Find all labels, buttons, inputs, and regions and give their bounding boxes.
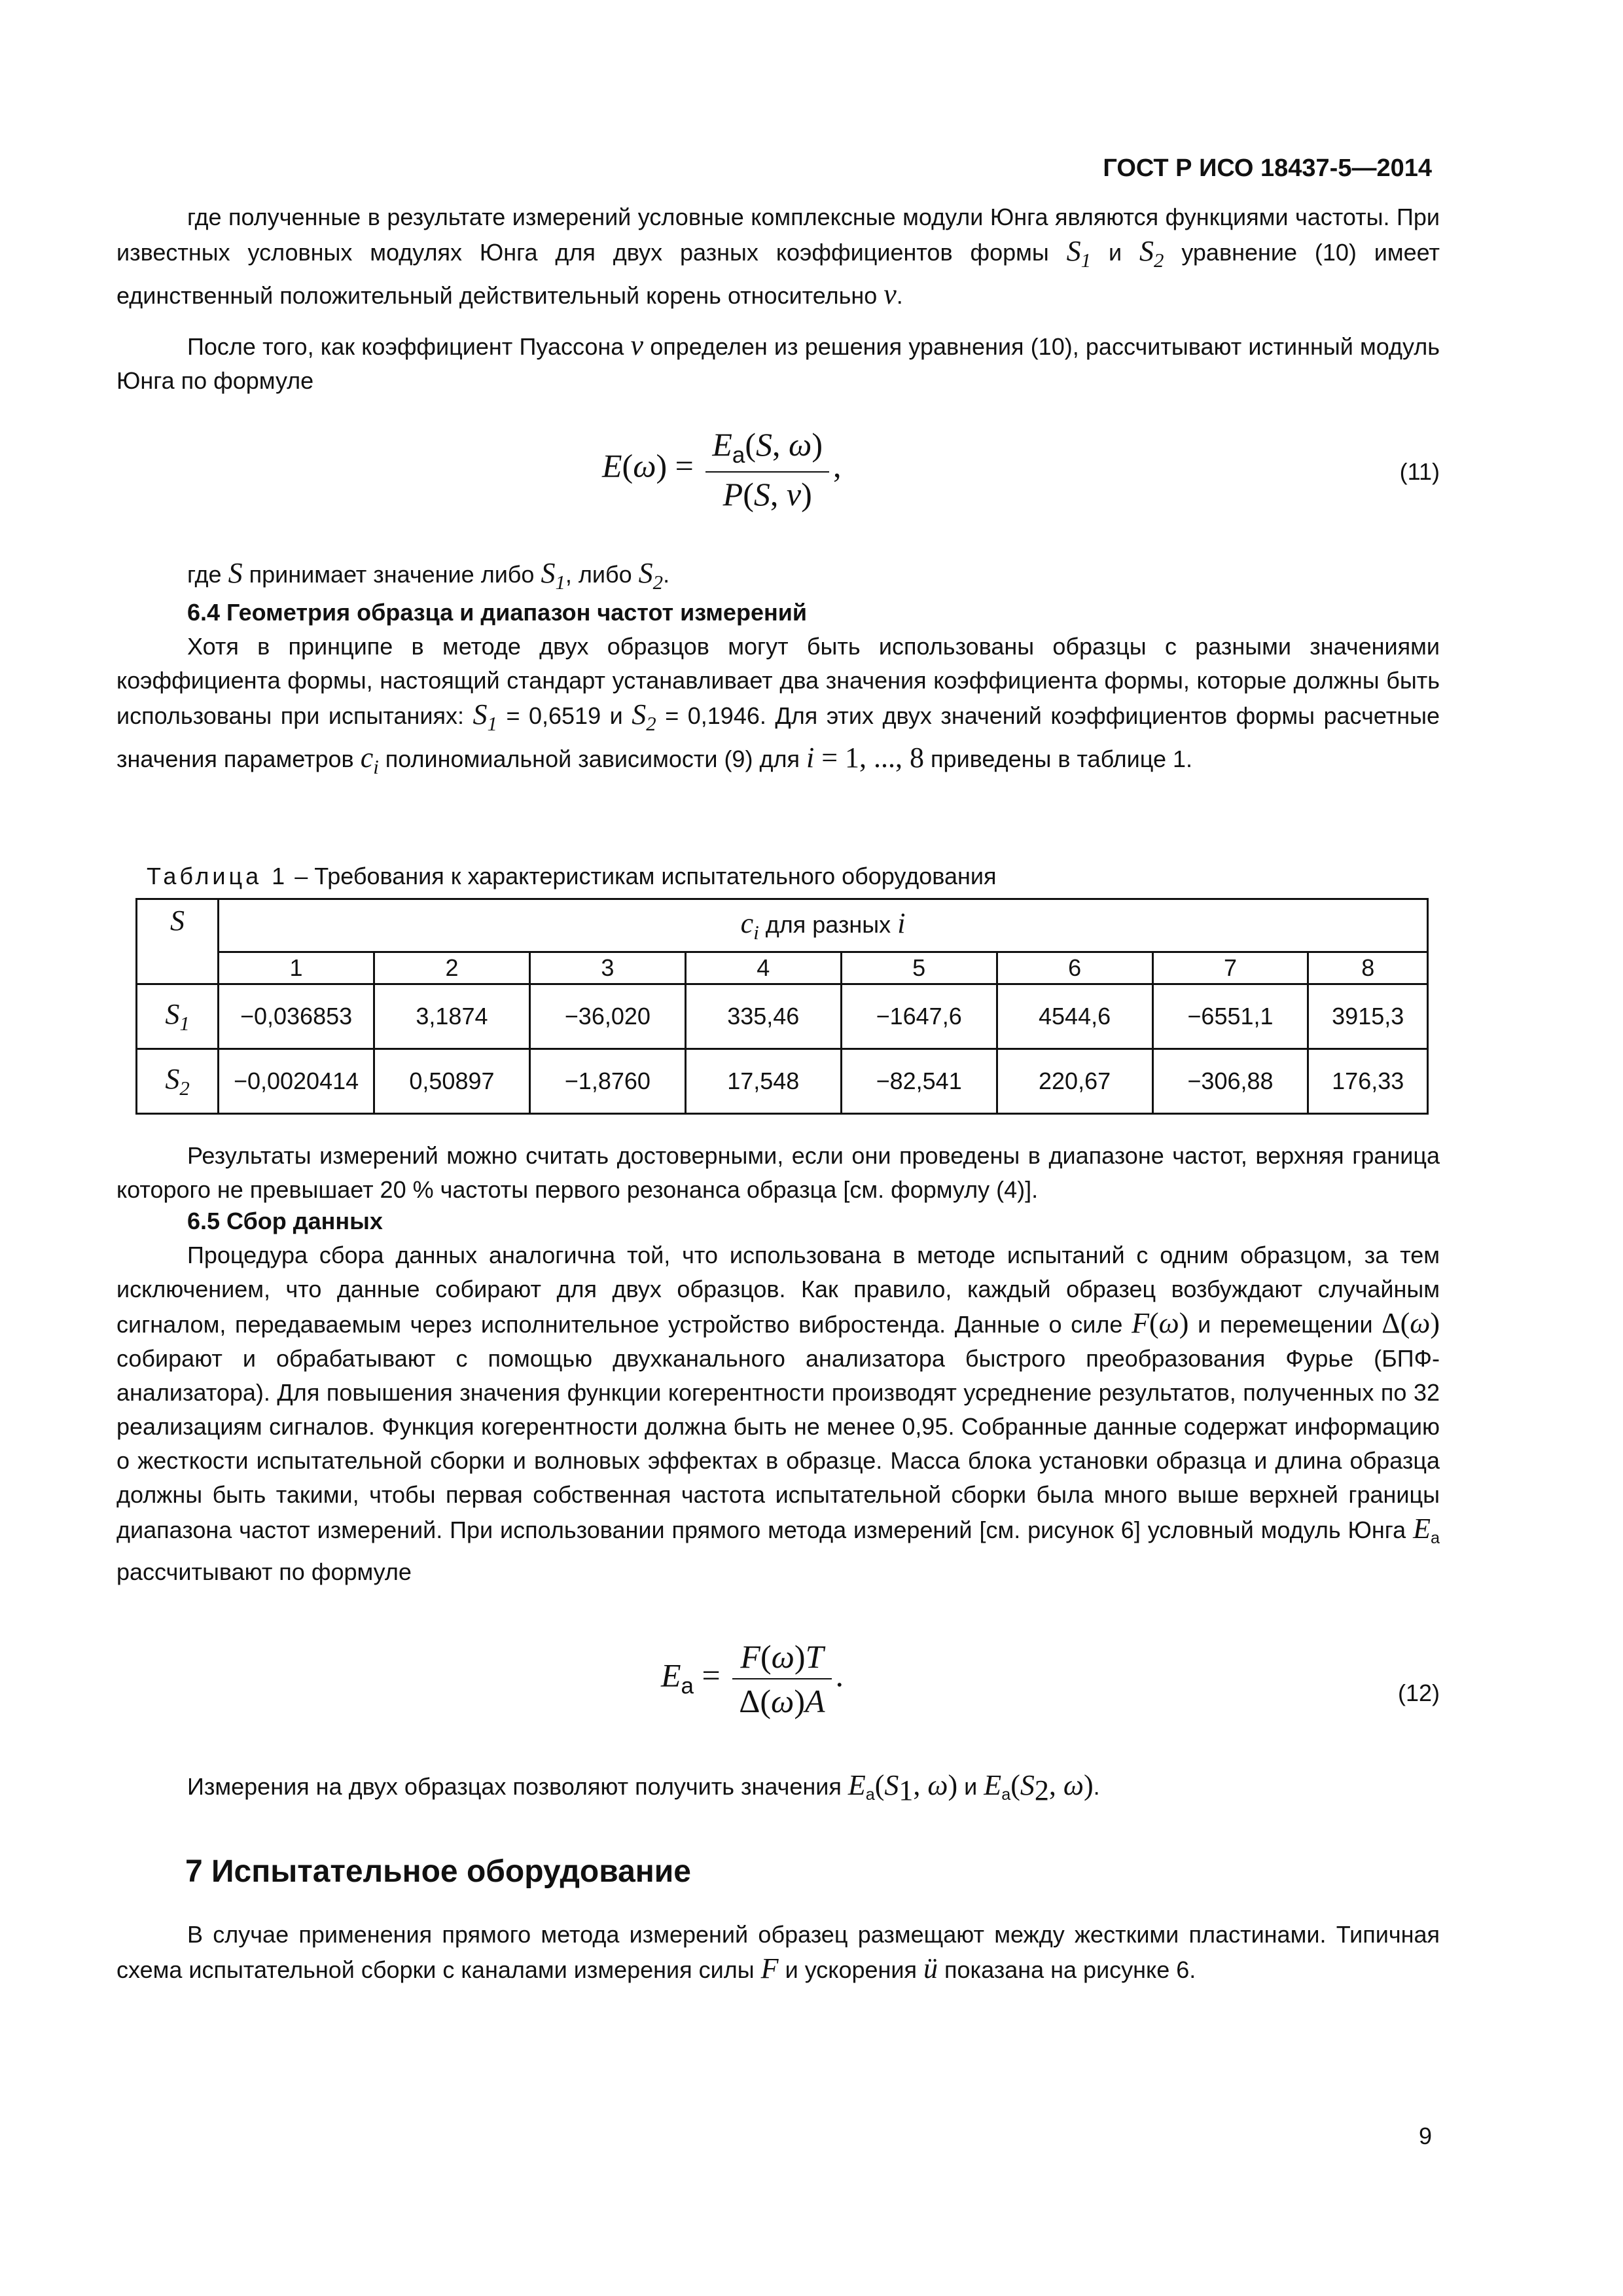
table-cell: 4544,6 [997, 984, 1152, 1049]
page-number: 9 [1418, 2123, 1432, 2149]
section-6-5-paragraph: Процедура сбора данных аналогична той, что использована в методе испытаний с одним образцом, за тем исключением, что данные собирают для двух образцов. Как правило, каждый образец возбуждают случайным сигналом, передаваемым через исполнительное устройство вибростенда. Данные о силе F(ω) и перемещении Δ(ω) собирают и обрабатывают с помощью двухканального анализатора быстрого преобразования Фурье (БПФ-анализатора). Для повышения значения функции когерентности производят усреднение результатов, полученных по 32 реализациям сигналов. Функция когерентности должна быть не менее 0,95. Собранные данные содержат информацию о жесткости испытательной сборки и волновых эффектах в образце. Масса блока установки образца и длина образца должны быть такими, чтобы первая собственная частота испытательной сборки была много выше верхней границы диапазона частот измерений. При использовании прямого метода измерений [см. рисунок 6] условный модуль Юнга $E_a$ рассчитывают по формуле [116, 1242, 1440, 1586]
table-col-header: 3 [529, 952, 685, 984]
symbol-force: F [760, 1952, 779, 1984]
table-cell: −0,036853 [219, 984, 374, 1049]
table-cell: −36,020 [529, 984, 685, 1049]
paragraph-2 [116, 329, 1440, 398]
section-6-4-paragraph [116, 630, 1440, 784]
table-col-header: 2 [374, 952, 530, 984]
table-row [137, 1049, 1428, 1114]
paragraph-1: где полученные в результате измерений условные комплексные модули Юнга являются функциями частоты. При известных условных модулях Юнга для двух разных коэффициентов формы $S_1$ и $S_2$ уравнение (10) имеет единственный положительный действительный корень относительно ν. [116, 204, 1440, 310]
symbol-nu: ν [630, 329, 644, 361]
s1-value: = 0,6519 [506, 702, 601, 729]
section-6-4-and: и [609, 702, 623, 729]
table-cell: 335,46 [685, 984, 841, 1049]
paragraph-5-text: Измерения на двух образцах позволяют получить значения [187, 1773, 842, 1800]
equation-11-fraction: $\frac{E_a(S, \omega)}{P(S, \nu)}$ [705, 425, 829, 513]
table-col-header: 5 [841, 952, 997, 984]
symbol-ea-s1: E [847, 1769, 866, 1801]
table-1-caption-text: – Требования к характеристикам испытательного оборудования [294, 863, 997, 889]
section-7-paragraph [116, 1918, 1440, 1987]
equation-11-number: (11) [1399, 458, 1440, 485]
table-cell: −1647,6 [841, 984, 997, 1049]
symbol-ea-s2: E [984, 1769, 1002, 1801]
table-header-ci: $c_i$ для разных i [219, 899, 1428, 952]
symbol-s2: $S_2$ [632, 698, 656, 735]
table-col-header: 1 [219, 952, 374, 984]
table-1 [135, 898, 1429, 1115]
section-6-5-text4: рассчитывают по формуле [116, 1558, 412, 1586]
table-cell: −1,8760 [529, 1049, 685, 1114]
paragraph-1-text: где полученные в результате измерений условные комплексные модули Юнга являются функциями частоты. При известных условных модулях Юнга для двух разных коэффициентов формы [116, 204, 1440, 266]
table-header-s: S [137, 899, 219, 984]
paragraph-1-and: и [1108, 239, 1122, 266]
paragraph-5-and: и [964, 1773, 978, 1800]
table-cell: 17,548 [685, 1049, 841, 1114]
table-cell: 3915,3 [1308, 984, 1428, 1049]
symbol-ci: $c_i$ [360, 741, 379, 778]
section-6-4-text2: . Для этих двух значений коэффициентов формы расчетные значения параметров [116, 702, 1440, 772]
table-cell: 3,1874 [374, 984, 530, 1049]
table-1-caption [147, 863, 997, 890]
table-col-header: 4 [685, 952, 841, 984]
table-cell: −0,0020414 [219, 1049, 374, 1114]
paragraph-2-text2: определен из решения уравнения (10), рассчитывают истинный модуль Юнга по формуле [116, 333, 1440, 394]
section-7-text1: В случае применения прямого метода измерений образец размещают между жесткими пластинами. Типичная схема испытательной сборки с каналами измерения силы [116, 1921, 1440, 1983]
symbol-displacement: Δ( [1382, 1307, 1410, 1339]
symbol-ea: E [1413, 1513, 1431, 1545]
equation-11: E(ω) = $\frac{E_a(S, \omega)}{P(S, \nu)}$ , [602, 426, 842, 512]
table-cell: 0,50897 [374, 1049, 530, 1114]
section-6-5-text1: Процедура сбора данных аналогична той, что использована в методе испытаний с одним образцом, за тем исключением, что данные собирают для двух образцов. Как правило, каждый образец возбуждают случайным сигналом, передаваемым через исполнительное устройство вибростенда. Данные о силе [116, 1242, 1440, 1338]
table-row-label: $S_2$ [137, 1049, 219, 1114]
section-6-4-text4: приведены в таблице 1. [931, 745, 1193, 772]
table-cell: 176,33 [1308, 1049, 1428, 1114]
section-6-4-heading: 6.4 Геометрия образца и диапазон частот измерений [187, 599, 807, 626]
paragraph-3-prefix: где [187, 561, 222, 588]
equation-12-number: (12) [1397, 1679, 1440, 1706]
table-col-header: 6 [997, 952, 1152, 984]
section-6-4-text1: Хотя в принципе в методе двух образцов могут быть использованы образцы с разными значениями коэффициента формы, настоящий стандарт устанавливает два значения коэффициента формы, которые должны быть использованы при испытаниях: [116, 633, 1440, 729]
section-6-5-text3: собирают и обрабатывают с помощью двухканального анализатора быстрого преобразования Фурье (БПФ-анализатора). Для повышения значения функции когерентности производят усреднение результатов, полученных по 32 реализациям сигналов. Функция когерентности должна быть не менее 0,95. Собранные данные содержат информацию о жесткости испытательной сборки и волновых эффектах в образце. Масса блока установки образца и длина образца должны быть такими, чтобы первая собственная частота испытательной сборки была много выше верхней границы диапазона частот измерений. При использовании прямого метода измерений [см. рисунок 6] условный модуль Юнга [116, 1345, 1440, 1543]
equation-12-fraction: $\frac{F(\omega)T}{\Delta(\omega)A}$ [732, 1638, 831, 1720]
symbol-acceleration: ü [923, 1952, 938, 1984]
symbol-s1: $S_1$ [1066, 235, 1092, 272]
table-row [137, 984, 1428, 1049]
section-6-5-heading: 6.5 Сбор данных [187, 1208, 383, 1234]
section-7-heading: 7 Испытательное оборудование [185, 1854, 691, 1889]
paragraph-2-text: После того, как коэффициент Пуассона [187, 333, 624, 360]
section-6-4-text3: полиномиальной зависимости (9) для [385, 745, 800, 772]
table-row-label: $S_1$ [137, 984, 219, 1049]
equation-12: $E_a$ = $\frac{F(\omega)T}{\Delta(\omega)A}$ . [661, 1638, 844, 1719]
table-1-caption-label: Таблица 1 [147, 863, 289, 889]
paragraph-3-middle: принимает значение либо [249, 561, 535, 588]
table-cell: −306,88 [1152, 1049, 1308, 1114]
symbol-s2: $S_2$ [638, 557, 664, 594]
table-header-row [137, 899, 1428, 952]
s2-value: = 0,1946 [665, 702, 760, 729]
table-cell: 220,67 [997, 1049, 1152, 1114]
section-7-text2: и ускорения [785, 1956, 917, 1983]
symbol-force: F [1132, 1307, 1150, 1339]
table-column-numbers [137, 952, 1428, 984]
section-7-text3: показана на рисунке 6. [944, 1956, 1196, 1983]
paragraph-3: где S принимает значение либо $S_1$, либо $S_2$. [187, 557, 670, 594]
paragraph-5: Измерения на двух образцах позволяют получить значения $E_a(S_1$, ω) и $E_a(S_2$, ω). [187, 1769, 1100, 1807]
paragraph-3-mid2: , либо [565, 561, 632, 588]
symbol-s2: $S_2$ [1139, 235, 1164, 272]
index-range: i [806, 741, 815, 774]
table-cell: −6551,1 [1152, 984, 1308, 1049]
symbol-s1: $S_1$ [541, 557, 565, 594]
index-range-values: = 1, ..., 8 [814, 741, 925, 774]
paragraph-4: Результаты измерений можно считать достоверными, если они проведены в диапазоне частот, верхняя граница которого не превышает 20 % частоты первого резонанса образца [см. формулу (4)]. [116, 1142, 1440, 1203]
table-col-header: 8 [1308, 952, 1428, 984]
table-col-header: 7 [1152, 952, 1308, 984]
symbol-nu: ν [883, 278, 897, 310]
symbol-s1: $S_1$ [473, 698, 497, 735]
table-cell: −82,541 [841, 1049, 997, 1114]
section-6-5-text2: и перемещении [1198, 1311, 1373, 1338]
symbol-s: S [228, 557, 243, 589]
paragraph-1-text2: уравнение (10) имеет единственный положительный действительный корень относительно [116, 239, 1440, 309]
document-header: ГОСТ Р ИСО 18437-5—2014 [1103, 154, 1432, 182]
